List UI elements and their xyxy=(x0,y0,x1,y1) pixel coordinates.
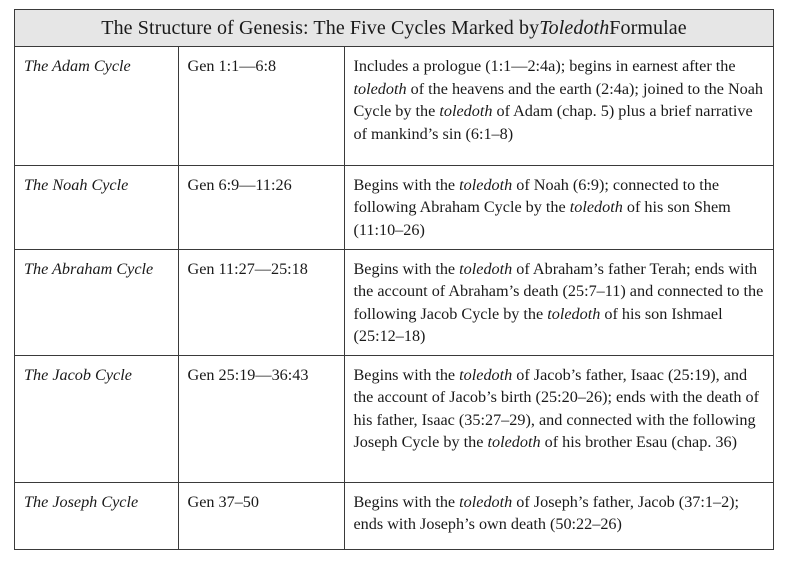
italic-term: toledoth xyxy=(459,175,513,194)
cycle-name: The Joseph Cycle xyxy=(24,492,139,511)
description-text: Begins with the xyxy=(353,259,460,278)
cycle-name: The Adam Cycle xyxy=(24,57,131,75)
scripture-reference: Gen 11:27—25:18 xyxy=(187,259,308,278)
description-text: of Adam (chap. 5) plus a brief narrative of mankind’s sin (6:1–8) xyxy=(353,102,753,143)
reference-cell xyxy=(178,249,344,355)
cycle-name: The Abraham Cycle xyxy=(24,259,154,278)
description-text: of Abraham’s father Terah; ends with the account of Abraham’s death (25:7–11) and connected to the following Jacob Cycle by the xyxy=(353,259,764,323)
cycle-name-cell xyxy=(15,47,178,165)
scripture-reference: Gen 25:19—36:43 xyxy=(187,365,309,384)
scripture-reference: Gen 6:9—11:26 xyxy=(187,175,292,194)
description-text: of Noah (6:9); connected to the following Abraham Cycle by the xyxy=(353,175,720,216)
description-text: Begins with the xyxy=(353,365,460,384)
scripture-reference: Gen 1:1—6:8 xyxy=(187,57,277,75)
cycle-name: The Noah Cycle xyxy=(24,175,129,194)
cycle-description xyxy=(344,165,773,249)
reference-cell xyxy=(178,355,344,482)
table-title-italic: Toledoth xyxy=(539,16,610,39)
scripture-reference: Gen 37–50 xyxy=(187,492,259,511)
italic-term: toledoth xyxy=(459,365,513,384)
description-text: of his son Shem (11:10–26) xyxy=(353,198,731,239)
cycle-description xyxy=(344,355,773,482)
cycle-name: The Jacob Cycle xyxy=(24,365,132,384)
cycle-name-cell xyxy=(15,165,178,249)
table-row xyxy=(15,165,773,249)
italic-term: toledoth xyxy=(547,304,601,323)
italic-term: toledoth xyxy=(569,198,623,216)
table-row xyxy=(15,482,773,549)
italic-term: toledoth xyxy=(353,79,407,98)
italic-term: toledoth xyxy=(459,259,513,278)
table-row xyxy=(15,249,773,355)
reference-cell xyxy=(178,47,344,165)
description-text: Begins with the xyxy=(353,175,460,194)
table-title-after: Formulae xyxy=(609,16,687,39)
cycle-description xyxy=(344,249,773,355)
description-text: Includes a prologue (1:1—2:4a); begins in earnest after the xyxy=(353,57,736,75)
cycle-description xyxy=(344,47,773,165)
cycles-grid xyxy=(15,47,773,549)
cycle-name-cell xyxy=(15,249,178,355)
table-title-before: The Structure of Genesis: The Five Cycles Marked by xyxy=(101,16,540,39)
description-text: of the heavens and the earth (2:4a); joined to the Noah Cycle by the xyxy=(353,79,764,120)
description-text: of Joseph’s father, Jacob (37:1–2); ends with Joseph’s own death (50:22–26) xyxy=(353,492,740,533)
description-text: of his son Ishmael (25:12–18) xyxy=(353,304,723,345)
cycle-description xyxy=(344,482,773,549)
description-text: Begins with the xyxy=(353,492,460,511)
italic-term: toledoth xyxy=(487,433,541,451)
description-text: of Jacob’s father, Isaac (25:19), and the account of Jacob’s birth (25:20–26); ends with the death of his father, Isaac (35:27–29), and connected with the following Joseph Cycle by the xyxy=(353,365,759,451)
italic-term: toledoth xyxy=(439,102,493,120)
genesis-structure-table xyxy=(14,9,774,550)
table-row xyxy=(15,355,773,482)
table-row xyxy=(15,47,773,165)
description-text: of his brother Esau (chap. 36) xyxy=(540,433,737,451)
cycle-name-cell xyxy=(15,482,178,549)
italic-term: toledoth xyxy=(459,492,513,511)
reference-cell xyxy=(178,482,344,549)
reference-cell xyxy=(178,165,344,249)
table-title xyxy=(15,10,773,47)
cycle-name-cell xyxy=(15,355,178,482)
